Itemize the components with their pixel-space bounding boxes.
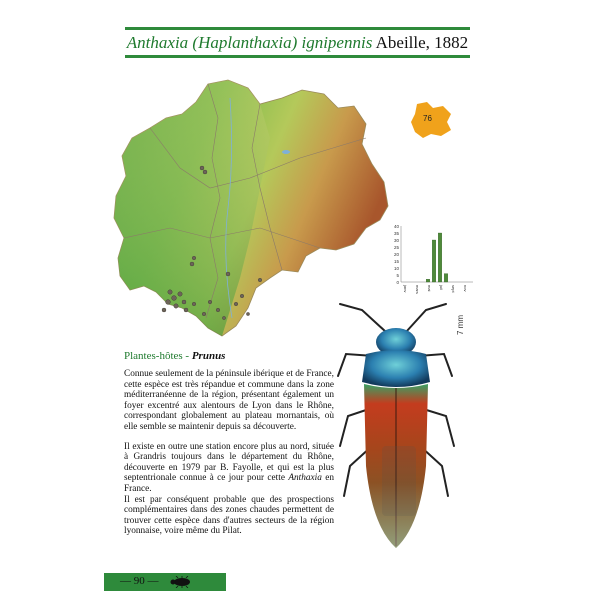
page-number: — 90 — [120, 575, 159, 587]
paragraph-1: Connue seulement de la péninsule ibérique et de France, cette espèce est très répandue et commune dans la zone méditerranéenne de la région, présentant également un foyer excentré aux alentours de Lyon dans le Rhône, correspondant globalement au plateau mornantais, où elle semble se maintenir depuis sa découverte. [124, 369, 334, 432]
locator-dept-number: 76 [423, 114, 432, 123]
paragraph-2 [124, 442, 334, 495]
chart-xtick-label: janv [403, 285, 408, 293]
page-title [125, 33, 470, 53]
chart-ytick-label: 35 [393, 231, 399, 236]
chart-ytick-label: 0 [396, 280, 399, 285]
chart-xtick-label: sept [451, 285, 456, 293]
paragraph-2-genus: Anthaxia [288, 473, 322, 484]
chart-bar [432, 240, 436, 282]
species-name: Anthaxia (Haplanthaxia) ignipennis [126, 33, 373, 52]
chart-ytick-label: 25 [393, 245, 399, 250]
host-plants-label: Plantes-hôtes - [124, 350, 192, 362]
title-rule-top [125, 27, 470, 30]
chart-xtick-label: mars [415, 285, 420, 294]
chart-xtick-label: juil [439, 285, 444, 290]
paragraph-2-text: Il existe en outre une station encore plus au nord, située à Grandris toujours dans le département du Rhône, découverte en 1979 par B. Fayolle, et qui est la plus septentrionale connue à ce jour pour cette [124, 441, 334, 484]
chart-ytick-label: 40 [393, 224, 399, 229]
chart-bar [438, 233, 442, 282]
phenology-chart [385, 220, 475, 300]
chart-bar [444, 274, 448, 282]
paragraph-3: Il est par conséquent probable que des prospections complémentaires dans des zones chaudes permettent de trouver cette espèce dans d'autres secteurs de la région lyonnaise, voire même du Pilat. [124, 494, 334, 537]
species-author: Abeille, 1882 [375, 33, 469, 52]
chart-ytick-label: 15 [393, 259, 399, 264]
chart-xtick-label: mai [427, 285, 432, 292]
paragraph-2-end: en France. [124, 473, 335, 494]
beetle-icon [168, 576, 194, 588]
host-plants-line [124, 350, 225, 362]
chart-xtick-label: nov [463, 285, 468, 292]
chart-ytick-label: 5 [396, 273, 399, 278]
chart-ytick-label: 30 [393, 238, 399, 243]
beetle-photo [322, 296, 470, 564]
chart-bar [426, 279, 430, 282]
title-rule-bottom [125, 55, 470, 58]
host-plants-genus: Prunus [191, 350, 226, 362]
body-text [124, 369, 334, 546]
chart-ytick-label: 20 [393, 252, 399, 257]
chart-ytick-label: 10 [393, 266, 399, 271]
scale-label: 7 mm [456, 315, 465, 335]
